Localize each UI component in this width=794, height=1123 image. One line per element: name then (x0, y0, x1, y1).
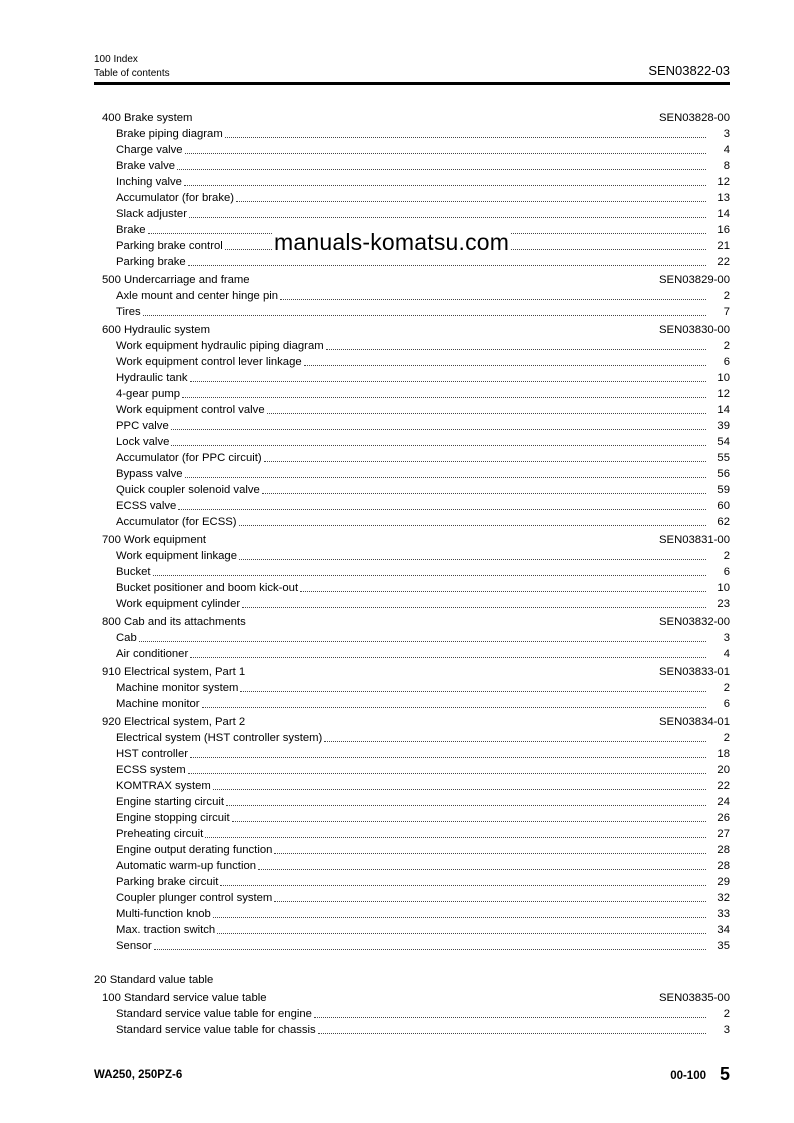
entry-title: Standard service value table for chassis (116, 1024, 316, 1036)
section-title: 910 Electrical system, Part 1 (102, 666, 246, 678)
entry-page: 13 (717, 192, 730, 204)
entry-page: 35 (717, 940, 730, 952)
toc-entry[interactable] (94, 696, 730, 712)
entry-title: Accumulator (for PPC circuit) (116, 452, 262, 464)
entry-page: 3 (723, 632, 730, 644)
section-doc-code: SEN03829-00 (659, 274, 730, 286)
section-doc-code: SEN03833-01 (659, 666, 730, 678)
section-doc-code: SEN03832-00 (659, 616, 730, 628)
entry-page: 4 (723, 648, 730, 660)
header-divider (94, 82, 730, 85)
entry-page: 2 (723, 732, 730, 744)
toc-entry[interactable] (94, 596, 730, 612)
entry-page: 33 (717, 908, 730, 920)
entry-page: 62 (717, 516, 730, 528)
dot-leader (188, 759, 706, 774)
section-title: 800 Cab and its attachments (102, 616, 246, 628)
entry-title: Brake valve (116, 160, 176, 172)
entry-page: 2 (723, 290, 730, 302)
dot-leader (143, 301, 706, 316)
entry-title: Work equipment linkage (116, 550, 237, 562)
entry-page: 10 (717, 582, 730, 594)
entry-page: 22 (717, 780, 730, 792)
entry-title: Sensor (116, 940, 152, 952)
entry-page: 26 (717, 812, 730, 824)
dot-leader (267, 399, 706, 414)
dot-leader (280, 285, 706, 300)
page-footer (94, 1066, 730, 1086)
entry-title: Standard service value table for engine (116, 1008, 312, 1020)
entry-title: Hydraulic tank (116, 372, 188, 384)
dot-leader (226, 791, 706, 806)
entry-page: 2 (723, 682, 730, 694)
header-title: Table of contents (94, 68, 170, 79)
entry-page: 23 (717, 598, 730, 610)
entry-page: 12 (717, 176, 730, 188)
dot-leader (178, 495, 706, 510)
entry-page: 6 (723, 566, 730, 578)
header-doc-code: SEN03822-03 (648, 63, 730, 78)
section-doc-code: SEN03828-00 (659, 112, 730, 124)
entry-page: 29 (717, 876, 730, 888)
footer-section-page: 00-100 (670, 1070, 706, 1082)
dot-leader (190, 743, 706, 758)
entry-page: 2 (723, 550, 730, 562)
entry-page: 6 (723, 356, 730, 368)
dot-leader (258, 855, 706, 870)
entry-page: 28 (717, 844, 730, 856)
entry-title: Engine output derating function (116, 844, 273, 856)
entry-title: Work equipment cylinder (116, 598, 241, 610)
dot-leader (300, 577, 706, 592)
dot-leader (177, 155, 706, 170)
section-title: 700 Work equipment (102, 534, 207, 546)
footer-model: WA250, 250PZ-6 (94, 1069, 183, 1081)
entry-page: 28 (717, 860, 730, 872)
entry-page: 2 (723, 340, 730, 352)
page-header (94, 54, 730, 84)
entry-title: Brake (116, 224, 146, 236)
entry-title: HST controller (116, 748, 188, 760)
entry-title: Machine monitor system (116, 682, 239, 694)
dot-leader (217, 919, 706, 934)
entry-page: 8 (723, 160, 730, 172)
entry-title: 4-gear pump (116, 388, 181, 400)
entry-title: Engine starting circuit (116, 796, 224, 808)
dot-leader (304, 351, 706, 366)
dot-leader (213, 775, 706, 790)
watermark: manuals-komatsu.com (274, 229, 510, 255)
toc-entry[interactable] (94, 646, 730, 662)
entry-page: 3 (723, 128, 730, 140)
entry-title: Tires (116, 306, 141, 318)
toc-entry[interactable] (94, 304, 730, 320)
entry-page: 22 (717, 256, 730, 268)
section-title: 600 Hydraulic system (102, 324, 210, 336)
dot-leader (184, 171, 706, 186)
toc-entry[interactable] (94, 938, 730, 954)
section-title: 920 Electrical system, Part 2 (102, 716, 246, 728)
entry-title: Work equipment control lever linkage (116, 356, 302, 368)
dot-leader (190, 367, 706, 382)
entry-page: 14 (717, 208, 730, 220)
entry-title: Inching valve (116, 176, 182, 188)
section-title: 100 Standard service value table (102, 992, 267, 1004)
entry-title: ECSS system (116, 764, 186, 776)
entry-title: Air conditioner (116, 648, 189, 660)
dot-leader (189, 203, 706, 218)
dot-leader (239, 545, 706, 560)
section-doc-code: SEN03830-00 (659, 324, 730, 336)
dot-leader (171, 415, 706, 430)
entry-page: 39 (717, 420, 730, 432)
entry-title: Coupler plunger control system (116, 892, 273, 904)
dot-leader (220, 871, 706, 886)
entry-page: 24 (717, 796, 730, 808)
entry-page: 14 (717, 404, 730, 416)
dot-leader (190, 643, 706, 658)
footer-page-number: 5 (719, 1064, 730, 1084)
entry-page: 59 (717, 484, 730, 496)
entry-title: Slack adjuster (116, 208, 187, 220)
dot-leader (182, 383, 706, 398)
dot-leader (154, 935, 706, 950)
part-heading: 20 Standard value table (94, 974, 214, 986)
entry-title: Axle mount and center hinge pin (116, 290, 279, 302)
entry-title: Lock valve (116, 436, 170, 448)
dot-leader (205, 823, 706, 838)
dot-leader (185, 463, 706, 478)
toc-entry[interactable] (94, 514, 730, 530)
dot-leader (213, 903, 706, 918)
section-doc-code: SEN03835-00 (659, 992, 730, 1004)
dot-leader (262, 479, 706, 494)
dot-leader (242, 593, 706, 608)
entry-page: 2 (723, 1008, 730, 1020)
entry-title: Quick coupler solenoid valve (116, 484, 260, 496)
entry-title: PPC valve (116, 420, 169, 432)
entry-page: 55 (717, 452, 730, 464)
entry-page: 12 (717, 388, 730, 400)
dot-leader (232, 807, 706, 822)
dot-leader (236, 187, 706, 202)
dot-leader (239, 511, 706, 526)
section-doc-code: SEN03831-00 (659, 534, 730, 546)
toc-entry[interactable] (94, 1022, 730, 1038)
entry-page: 10 (717, 372, 730, 384)
entry-page: 56 (717, 468, 730, 480)
dot-leader (171, 431, 706, 446)
entry-title: Work equipment control valve (116, 404, 265, 416)
dot-leader (326, 335, 706, 350)
entry-title: Parking brake control (116, 240, 223, 252)
entry-title: Automatic warm-up function (116, 860, 257, 872)
entry-page: 16 (717, 224, 730, 236)
entry-title: Multi-function knob (116, 908, 211, 920)
dot-leader (264, 447, 706, 462)
entry-page: 34 (717, 924, 730, 936)
entry-page: 7 (723, 306, 730, 318)
dot-leader (225, 123, 706, 138)
entry-page: 3 (723, 1024, 730, 1036)
entry-page: 54 (717, 436, 730, 448)
dot-leader (185, 139, 706, 154)
entry-title: Electrical system (HST controller system) (116, 732, 323, 744)
entry-page: 27 (717, 828, 730, 840)
entry-title: Parking brake circuit (116, 876, 219, 888)
entry-page: 6 (723, 698, 730, 710)
header-index-label: 100 Index (94, 54, 138, 65)
entry-title: Charge valve (116, 144, 183, 156)
dot-leader (240, 677, 706, 692)
entry-page: 32 (717, 892, 730, 904)
entry-title: Bypass valve (116, 468, 183, 480)
entry-title: ECSS valve (116, 500, 177, 512)
entry-title: Work equipment hydraulic piping diagram (116, 340, 324, 352)
section-title: 400 Brake system (102, 112, 193, 124)
entry-page: 4 (723, 144, 730, 156)
entry-title: Max. traction switch (116, 924, 216, 936)
dot-leader (202, 693, 706, 708)
entry-title: Brake piping diagram (116, 128, 223, 140)
entry-title: Parking brake (116, 256, 186, 268)
entry-title: KOMTRAX system (116, 780, 211, 792)
dot-leader (318, 1019, 706, 1034)
entry-title: Machine monitor (116, 698, 200, 710)
entry-page: 20 (717, 764, 730, 776)
entry-title: Accumulator (for brake) (116, 192, 235, 204)
entry-page: 21 (717, 240, 730, 252)
dot-leader (324, 727, 706, 742)
entry-title: Bucket positioner and boom kick-out (116, 582, 299, 594)
toc-entry[interactable] (94, 254, 730, 270)
section-title: 500 Undercarriage and frame (102, 274, 250, 286)
dot-leader (274, 887, 706, 902)
entry-page: 18 (717, 748, 730, 760)
entry-page: 60 (717, 500, 730, 512)
entry-title: Accumulator (for ECSS) (116, 516, 237, 528)
dot-leader (314, 1003, 706, 1018)
dot-leader (274, 839, 706, 854)
dot-leader (139, 627, 706, 642)
entry-title: Preheating circuit (116, 828, 204, 840)
entry-title: Engine stopping circuit (116, 812, 230, 824)
section-doc-code: SEN03834-01 (659, 716, 730, 728)
entry-title: Cab (116, 632, 137, 644)
entry-title: Bucket (116, 566, 151, 578)
dot-leader (153, 561, 706, 576)
